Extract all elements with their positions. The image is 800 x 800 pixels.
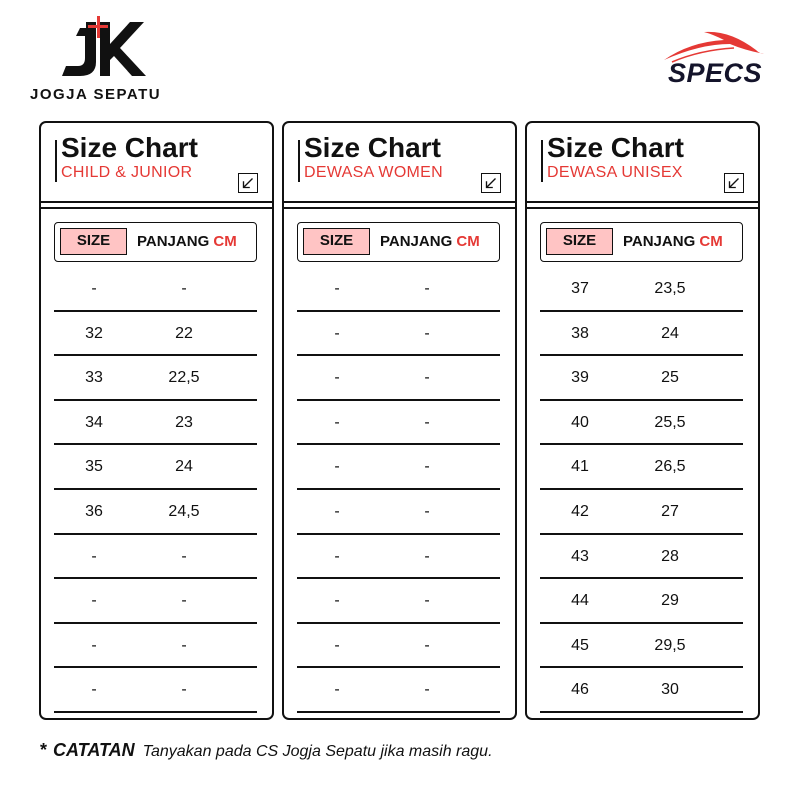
table-row <box>54 356 257 401</box>
length-value: 26,5 <box>654 458 686 476</box>
size-column-label: SIZE <box>546 228 613 255</box>
unit-label: CM <box>456 233 480 250</box>
length-value: - <box>181 592 187 610</box>
table-row <box>540 624 743 669</box>
length-value: 27 <box>661 503 679 520</box>
note-text: Tanyakan pada CS Jogja Sepatu jika masih ragu. <box>142 743 493 760</box>
table-row <box>297 490 500 535</box>
size-value: 37 <box>571 280 589 297</box>
size-value: 38 <box>571 324 589 342</box>
length-value: - <box>424 681 430 699</box>
length-value: - <box>181 547 187 565</box>
size-value: - <box>334 413 340 431</box>
table-row <box>297 312 500 357</box>
column-header <box>297 222 500 262</box>
size-value: 39 <box>571 369 589 387</box>
length-value: 29 <box>661 592 679 610</box>
table-row <box>54 312 257 357</box>
length-value: 24 <box>661 324 679 342</box>
table-row <box>297 624 500 669</box>
size-value: - <box>334 681 340 699</box>
size-value: - <box>334 592 340 610</box>
brand-name: JOGJA SEPATU <box>30 86 162 103</box>
size-value: - <box>334 503 340 520</box>
size-value: 43 <box>571 547 589 565</box>
length-value: - <box>181 280 187 297</box>
table-row <box>54 445 257 490</box>
length-value: - <box>424 324 430 342</box>
length-value: 22 <box>175 324 193 342</box>
table-row <box>540 535 743 580</box>
title-accent-bar <box>55 140 57 182</box>
table-row <box>54 579 257 624</box>
table-row <box>297 267 500 312</box>
arrow-down-left-icon <box>481 173 501 193</box>
size-value: - <box>91 280 97 297</box>
length-value: 24,5 <box>168 503 200 520</box>
table-row <box>540 445 743 490</box>
length-value: - <box>424 547 430 565</box>
size-value: 40 <box>571 413 589 431</box>
table-row <box>54 401 257 446</box>
size-value: - <box>334 636 340 654</box>
length-value: - <box>424 369 430 387</box>
panel-title: Size Chart <box>61 132 198 163</box>
table-row <box>540 579 743 624</box>
length-value: 22,5 <box>168 369 200 387</box>
table-row <box>297 579 500 624</box>
length-value: 25,5 <box>654 413 686 431</box>
table-row <box>540 312 743 357</box>
size-value: 32 <box>85 324 103 342</box>
panel-title: Size Chart <box>304 132 441 163</box>
length-column-label <box>380 233 480 250</box>
column-header <box>540 222 743 262</box>
panel-header <box>527 123 758 203</box>
table-row <box>54 668 257 713</box>
length-label: PANJANG <box>623 233 696 250</box>
size-value: 36 <box>85 503 103 520</box>
length-label: PANJANG <box>137 233 210 250</box>
table-row <box>297 401 500 446</box>
column-header <box>54 222 257 262</box>
size-value: 44 <box>571 592 589 610</box>
table-row <box>54 267 257 312</box>
length-column-label <box>623 233 723 250</box>
size-value: - <box>91 636 97 654</box>
table-row <box>540 267 743 312</box>
length-value: - <box>181 636 187 654</box>
table-row <box>54 624 257 669</box>
jk-logo-mark <box>56 14 156 84</box>
panel-header <box>41 123 272 203</box>
size-value: - <box>91 681 97 699</box>
length-value: - <box>424 592 430 610</box>
length-label: PANJANG <box>380 233 453 250</box>
table-row <box>297 356 500 401</box>
panel-subtitle: CHILD & JUNIOR <box>61 164 193 181</box>
panel-body <box>284 207 515 718</box>
asterisk: * <box>40 740 48 760</box>
size-chart-panel-child-junior <box>39 121 274 720</box>
table-row <box>540 490 743 535</box>
size-value: 46 <box>571 681 589 699</box>
size-value: 41 <box>571 458 589 476</box>
size-value: - <box>334 324 340 342</box>
jogja-sepatu-logo <box>30 14 180 106</box>
table-row <box>540 356 743 401</box>
panel-body <box>41 207 272 718</box>
title-accent-bar <box>541 140 543 182</box>
size-value: 34 <box>85 413 103 431</box>
size-value: - <box>334 280 340 297</box>
footer-note <box>40 740 493 761</box>
length-value: 28 <box>661 547 679 565</box>
specs-logo <box>660 30 770 92</box>
table-row <box>297 535 500 580</box>
unit-label: CM <box>699 233 723 250</box>
size-value: 33 <box>85 369 103 387</box>
title-accent-bar <box>298 140 300 182</box>
panel-body <box>527 207 758 718</box>
size-column-label: SIZE <box>303 228 370 255</box>
panel-subtitle: DEWASA UNISEX <box>547 164 683 181</box>
length-value: 29,5 <box>654 636 686 654</box>
size-value: - <box>334 369 340 387</box>
size-chart-panel-dewasa-unisex <box>525 121 760 720</box>
length-column-label <box>137 233 237 250</box>
panel-title: Size Chart <box>547 132 684 163</box>
length-value: 24 <box>175 458 193 476</box>
arrow-down-left-icon <box>724 173 744 193</box>
length-value: - <box>424 413 430 431</box>
length-value: - <box>424 503 430 520</box>
specs-wordmark: SPECS <box>668 58 763 88</box>
size-chart-panel-dewasa-women <box>282 121 517 720</box>
size-value: - <box>91 547 97 565</box>
size-value: - <box>334 458 340 476</box>
table-row <box>297 445 500 490</box>
size-column-label: SIZE <box>60 228 127 255</box>
length-value: 23,5 <box>654 280 686 297</box>
length-value: - <box>424 280 430 297</box>
table-row <box>54 535 257 580</box>
panel-subtitle: DEWASA WOMEN <box>304 164 444 181</box>
length-value: - <box>424 636 430 654</box>
length-value: - <box>181 681 187 699</box>
panel-header <box>284 123 515 203</box>
length-value: 23 <box>175 413 193 431</box>
table-row <box>54 490 257 535</box>
size-value: 45 <box>571 636 589 654</box>
table-row <box>297 668 500 713</box>
size-value: - <box>334 547 340 565</box>
size-value: 42 <box>571 503 589 520</box>
unit-label: CM <box>213 233 237 250</box>
arrow-down-left-icon <box>238 173 258 193</box>
note-label: CATATAN <box>53 740 135 760</box>
table-row <box>540 668 743 713</box>
length-value: 30 <box>661 681 679 699</box>
size-value: - <box>91 592 97 610</box>
table-row <box>540 401 743 446</box>
length-value: 25 <box>661 369 679 387</box>
size-value: 35 <box>85 458 103 476</box>
length-value: - <box>424 458 430 476</box>
